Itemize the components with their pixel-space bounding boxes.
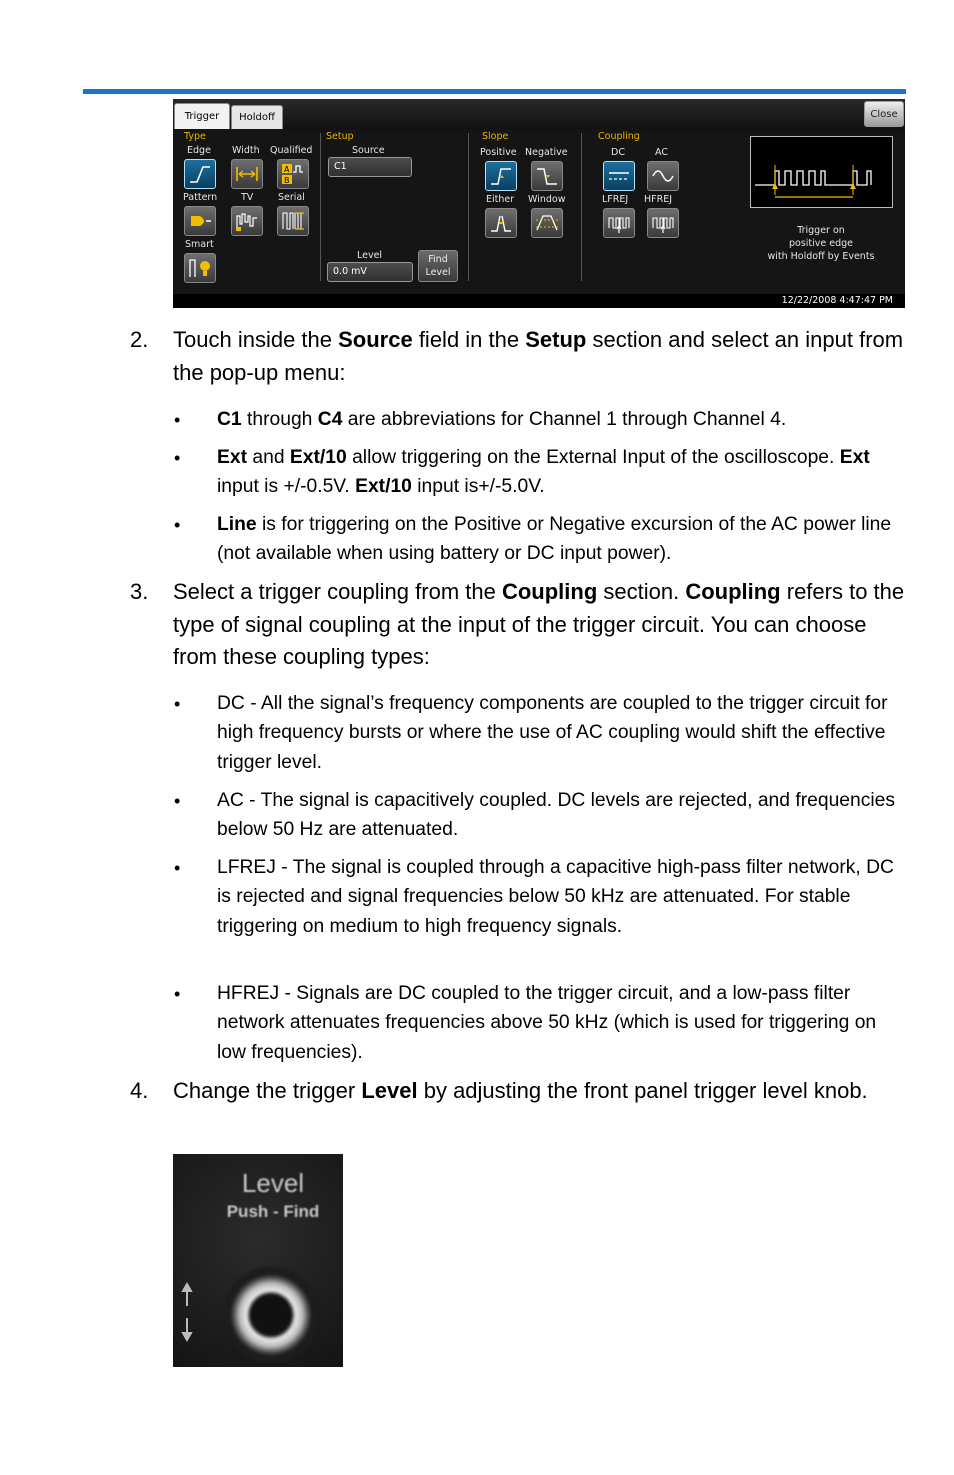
status-bar (173, 294, 905, 308)
slope-section-label: Slope (482, 131, 509, 142)
serial-icon (281, 210, 305, 232)
trigger-dialog-screenshot (173, 99, 905, 308)
either-edge-icon (489, 212, 513, 234)
hfrej-coupling-button[interactable] (647, 208, 679, 238)
step-4-text (173, 1075, 908, 1108)
coupling-section-label: Coupling (598, 131, 640, 142)
level-field[interactable]: 0.0 mV (327, 262, 413, 282)
text: allow triggering on the External Input of the oscilloscope. (346, 447, 840, 468)
level-knob (223, 1267, 319, 1363)
text: Touch inside the (173, 327, 339, 352)
bullet-hfrej: HFREJ - Signals are DC coupled to the trigger circuit, and a low-pass filter network attenuates frequencies above 50 kHz (which is used for triggering on low frequencies). (217, 983, 877, 1063)
step-number: 2. (130, 327, 149, 352)
slope-positive-label: Positive (480, 147, 517, 158)
width-icon (235, 163, 259, 185)
text: input is +/-0.5V. (217, 476, 356, 498)
timestamp: 12/22/2008 4:47:47 PM (781, 295, 893, 306)
description-line: with Holdoff by Events (767, 251, 875, 262)
tab-bar (173, 99, 905, 129)
text: are abbreviations for Channel 1 through Channel 4. (342, 409, 787, 430)
step-2-text (173, 324, 908, 389)
find-level-line2: Level (425, 267, 451, 278)
setup-section-label: Setup (326, 131, 354, 142)
qualified-icon (281, 163, 305, 185)
coupling-hfrej-label: HFREJ (644, 194, 673, 205)
divider (320, 133, 321, 281)
text: refers to the type of signal coupling at the input of the trigger circuit. You can choose from these coupling types: (173, 579, 905, 669)
smart-type-button[interactable] (184, 253, 216, 283)
text: by adjusting the front panel trigger level knob. (417, 1078, 868, 1103)
rising-edge-icon (489, 165, 513, 187)
window-icon (535, 212, 559, 234)
text: section and select an input from the pop-up menu: (173, 327, 904, 385)
find-level-line1: Find (428, 254, 448, 265)
trigger-preview (750, 136, 893, 208)
falling-edge-icon (535, 165, 559, 187)
edge-icon (188, 163, 212, 185)
bold-text: Source (338, 327, 413, 352)
serial-type-button[interactable] (277, 206, 309, 236)
negative-slope-button[interactable] (531, 161, 563, 191)
svg-text:A: A (284, 165, 290, 174)
step-3-text (173, 576, 908, 674)
trigger-description (747, 224, 895, 263)
lfrej-coupling-button[interactable] (603, 208, 635, 238)
trigger-panel (173, 129, 905, 294)
bold-text: Ext (839, 447, 870, 468)
bold-text: Coupling (685, 579, 781, 604)
bullet: • (174, 410, 181, 430)
tab-trigger[interactable]: Trigger (174, 103, 230, 129)
dc-coupling-button[interactable] (603, 161, 635, 191)
sine-wave-icon (651, 165, 675, 187)
bold-text: C4 (317, 409, 343, 430)
text: input is+/-5.0V. (411, 476, 545, 498)
text: Select a trigger coupling from the (173, 579, 502, 604)
pattern-type-button[interactable] (184, 206, 216, 236)
type-smart-label: Smart (185, 239, 214, 250)
slope-either-label: Either (486, 194, 515, 205)
bold-text: Level (361, 1078, 418, 1103)
type-edge-label: Edge (187, 145, 211, 156)
source-label: Source (352, 145, 385, 156)
source-field[interactable]: C1 (328, 157, 412, 177)
bullet: • (174, 694, 181, 714)
either-slope-button[interactable] (485, 208, 517, 238)
bullet-c1-c4 (217, 405, 907, 434)
trigger-waveform-icon (751, 137, 892, 207)
lfrej-icon (607, 212, 631, 234)
text: and (247, 447, 290, 468)
up-down-arrows-icon (181, 1282, 193, 1342)
step-number: 3. (130, 579, 149, 604)
bold-text: Setup (525, 327, 587, 352)
divider (581, 133, 582, 281)
bullet-dc: DC - All the signal’s frequency components are coupled to the trigger circuit for high frequency bursts or where the use of AC coupling would shift the effective trigger level. (217, 693, 888, 773)
divider (468, 133, 469, 281)
coupling-dc-label: DC (611, 147, 625, 158)
bullet-lfrej: LFREJ - The signal is coupled through a capacitive high-pass filter network, DC is rejected and signal frequencies below 50 kHz are attenuated. For stable triggering on medium to high frequency signals. (217, 857, 894, 937)
qualified-type-button[interactable] (277, 159, 309, 189)
bullet-line (217, 510, 907, 569)
hfrej-icon (651, 212, 675, 234)
text: Change the trigger (173, 1078, 362, 1103)
bullet: • (174, 858, 181, 878)
smart-icon (188, 257, 212, 279)
level-label: Level (357, 250, 383, 261)
close-button[interactable]: Close (864, 101, 904, 127)
description-line: positive edge (788, 238, 854, 249)
bold-text: Ext/10 (355, 476, 412, 498)
edge-type-button[interactable] (184, 159, 216, 189)
knob-title: Level (241, 1168, 305, 1198)
bullet-ac: AC - The signal is capacitively coupled. DC levels are rejected, and frequencies below 50 Hz are attenuated. (217, 790, 896, 841)
pattern-icon (188, 210, 212, 232)
text: field in the (412, 327, 526, 352)
text: through (241, 409, 318, 430)
bullet: • (174, 791, 181, 811)
width-type-button[interactable] (231, 159, 263, 189)
type-tv-label: TV (241, 192, 254, 203)
bullet: • (174, 984, 181, 1004)
step-number: 4. (130, 1078, 149, 1103)
bold-text: C1 (217, 409, 242, 430)
bold-text: Ext (217, 447, 248, 468)
text: section. (597, 579, 686, 604)
coupling-lfrej-label: LFREJ (602, 194, 629, 205)
bullet: • (174, 448, 181, 468)
type-pattern-label: Pattern (183, 192, 218, 203)
bold-text: Ext/10 (289, 447, 347, 468)
bold-text: Line (217, 514, 257, 535)
tab-holdoff[interactable]: Holdoff (231, 105, 283, 129)
positive-slope-button[interactable] (485, 161, 517, 191)
window-slope-button[interactable] (531, 208, 563, 238)
find-level-button[interactable] (418, 250, 458, 282)
slope-window-label: Window (528, 194, 566, 205)
type-serial-label: Serial (278, 192, 305, 203)
level-knob-photo (173, 1154, 343, 1367)
text: is for triggering on the Positive or Negative excursion of the AC power line (not available when using battery or DC input power). (217, 514, 892, 565)
coupling-ac-label: AC (655, 147, 668, 158)
type-qualified-label: Qualified (270, 145, 313, 156)
svg-text:B: B (284, 176, 290, 185)
tv-icon (235, 210, 259, 232)
slope-negative-label: Negative (525, 147, 568, 158)
dc-icon (607, 165, 631, 187)
bullet: • (174, 515, 181, 535)
tv-type-button[interactable] (231, 206, 263, 236)
knob-subtitle: Push - Find (226, 1202, 320, 1221)
header-rule (83, 89, 906, 94)
type-width-label: Width (232, 145, 260, 156)
bold-text: Coupling (501, 579, 598, 604)
ac-coupling-button[interactable] (647, 161, 679, 191)
type-section-label: Type (184, 131, 206, 142)
description-line: Trigger on (797, 225, 845, 236)
bullet-ext (217, 443, 907, 502)
